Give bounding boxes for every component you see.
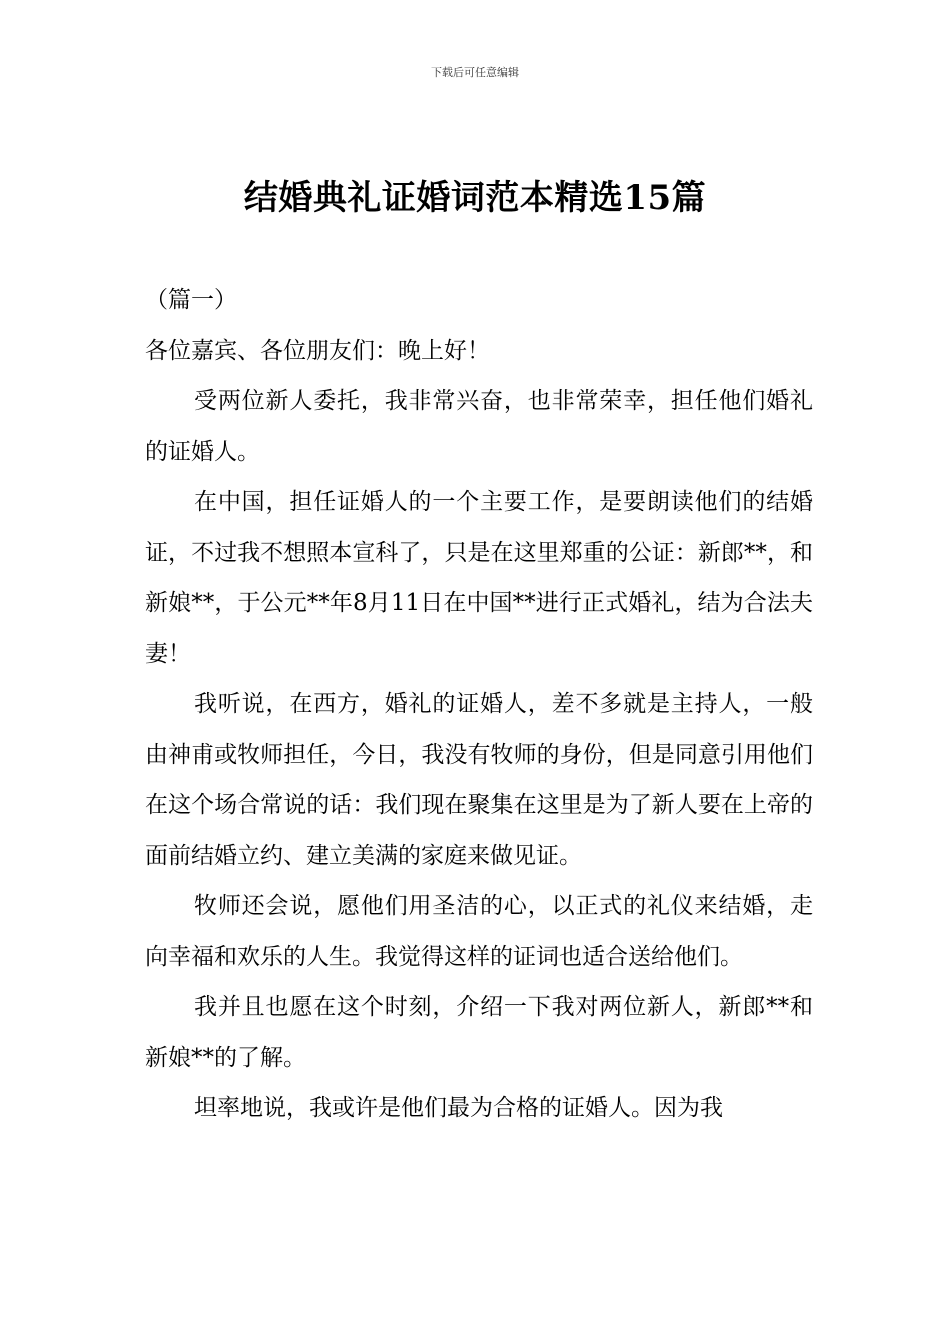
header-note: 下载后可任意编辑 — [431, 66, 519, 79]
paragraph-5: 我并且也愿在这个时刻，介绍一下我对两位新人，新郎**和新娘**的了解。 — [145, 994, 813, 1071]
paragraph-1: 受两位新人委托，我非常兴奋，也非常荣幸，担任他们婚礼的证婚人。 — [145, 388, 813, 465]
document-title: 结婚典礼证婚词范本精选15篇 — [243, 178, 707, 218]
greeting-line: 各位嘉宾、各位朋友们：晚上好！ — [145, 337, 490, 364]
paragraph-2: 在中国，担任证婚人的一个主要工作，是要朗读他们的结婚证，不过我不想照本宣科了，只是在这里郑重的公证：新郎**，和新娘**，于公元**年8月11日在中国**进行正式婚礼，结为合法夫妻！ — [145, 489, 813, 667]
paragraph-6: 坦率地说，我或许是他们最为合格的证婚人。因为我 — [194, 1095, 723, 1121]
paragraph-3: 我听说，在西方，婚礼的证婚人，差不多就是主持人，一般由神甫或牧师担任，今日，我没有牧师的身份，但是同意引用他们在这个场合常说的话：我们现在聚集在这里是为了新人要在上帝的面前结婚立约、建立美满的家庭来做见证。 — [145, 691, 813, 869]
section-label: （篇一） — [145, 287, 237, 313]
document-body — [145, 275, 813, 1134]
paragraph-4: 牧师还会说，愿他们用圣洁的心，以正式的礼仪来结婚，走向幸福和欢乐的人生。我觉得这样的证词也适合送给他们。 — [145, 893, 813, 970]
